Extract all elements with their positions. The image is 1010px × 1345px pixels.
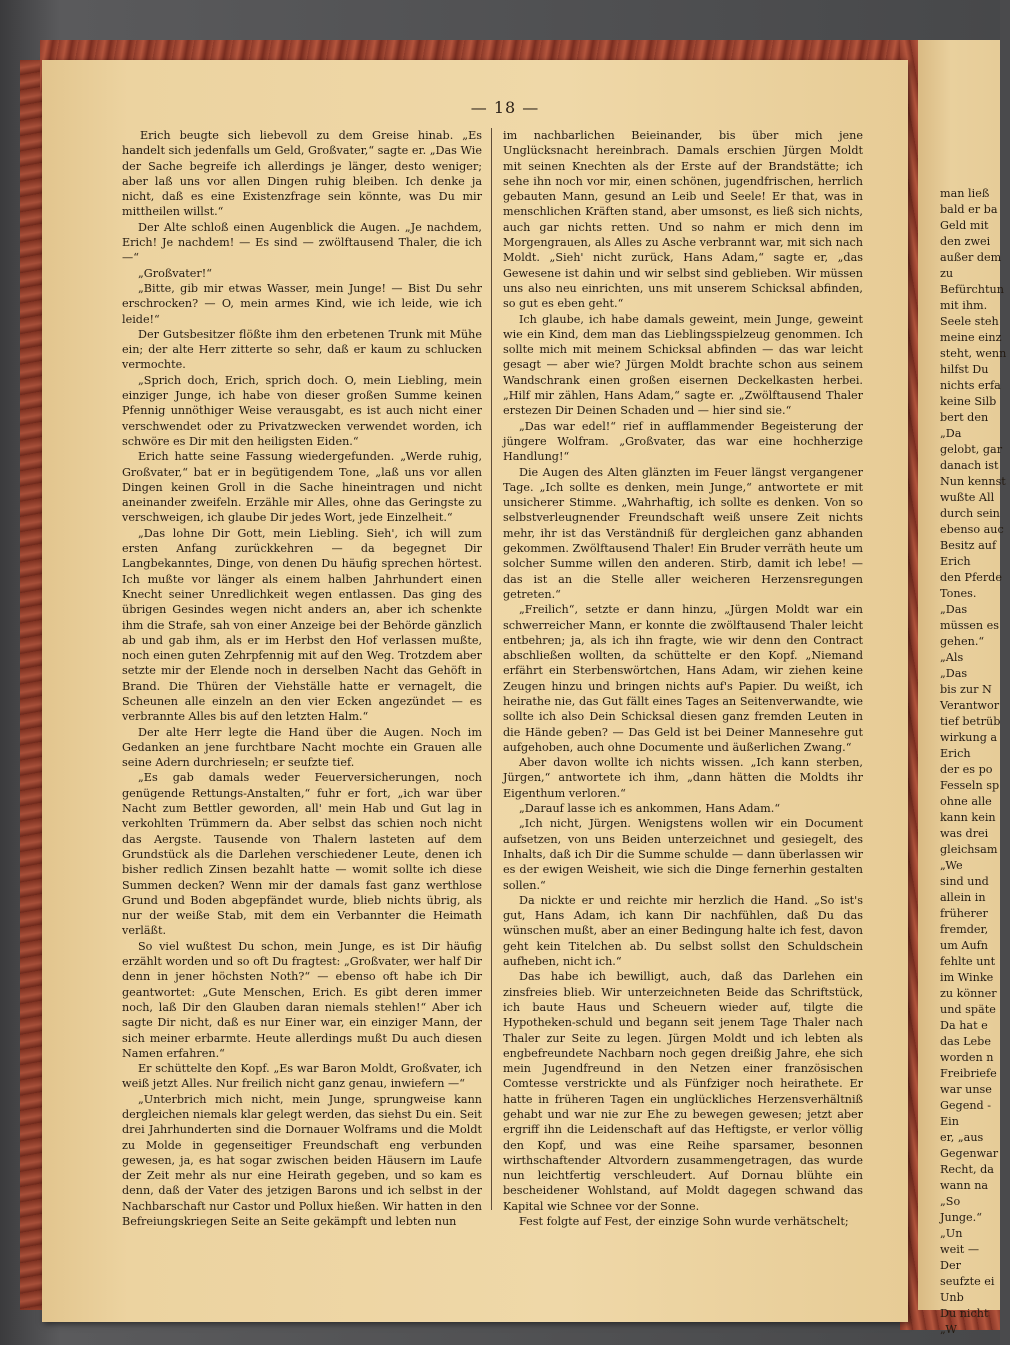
- paragraph: Da nickte er und reichte mir herzlich die Hand. „So ist's gut, Hans Adam, ich kann Dir nachfühlen, daß Du das wünschen mußt, aber an einer Bedingung halte ich fest, davon geht kein Titelchen ab. Du selbst sollst den Schuldschein aufheben, nicht ich.“: [503, 893, 863, 969]
- text-line-fragment: Recht, da: [940, 1163, 994, 1176]
- book-cover-edge-left: [20, 60, 44, 1310]
- text-line-fragment: wirkung a: [940, 731, 998, 744]
- text-line-fragment: hilfst Du: [940, 363, 989, 376]
- text-line-fragment: keine Silb: [940, 395, 997, 408]
- text-line-fragment: tief betrüb: [940, 715, 1001, 728]
- text-line-fragment: war unse: [940, 1083, 992, 1096]
- text-line-fragment: „Das: [940, 667, 968, 680]
- text-line-fragment: Besitz auf: [940, 539, 997, 552]
- paragraph: Der Alte schloß einen Augenblick die Augen. „Je nachdem, Erich! Je nachdem! — Es sind — zwölftausend Thaler, die ich —“: [122, 220, 482, 265]
- paragraph: „Unterbrich mich nicht, mein Junge, sprungweise kann dergleichen niemals klar gelegt werden, das siehst Du ein. Seit drei Jahrhunderten sind die Dornauer Wolframs und die Moldt zu Molde in gegenseitiger Freundschaft eng verbunden gewesen, ja, es hat sogar zwischen beiden Häusern im Laufe der Zeit mehr als nur eine Heirath gegeben, und so kam es denn, daß der Vater des jetzigen Barons und ich selbst in der Nachbarschaft nur Castor und Pollux hießen. Wir hatten in den Befreiungskriegen Seite an Seite gekämpft und lebten nun: [122, 1092, 482, 1229]
- text-line-fragment: steht, wenn: [940, 347, 1007, 360]
- text-line-fragment: um Aufn: [940, 939, 989, 952]
- text-line-fragment: bis zur N: [940, 683, 992, 696]
- paragraph: „Sprich doch, Erich, sprich doch. O, mein Liebling, mein einziger Junge, ich habe von dieser großen Summe keinen Pfennig unnöthiger Weise verausgabt, es ist auch nicht einer verschwendet oder zu Privatzwecken verwendet worden, ich schwöre es Dir mit den heiligsten Eiden.“: [122, 373, 482, 448]
- text-line-fragment: Seele steh: [940, 315, 999, 328]
- paragraph: Das habe ich bewilligt, auch, daß das Darlehen ein zinsfreies blieb. Wir unterzeichneten Beide das Schriftstück, ich baute Haus und Scheuern wieder auf, tilgte die Hypotheken-schuld und begann seit jenem Tage Thaler nach Thaler zur Seite zu legen. Jürgen Moldt und ich lebten als engbefreundete Nachbarn noch gegen dreißig Jahre, ehe sich mein Jugendfreund in den Netzen einer französischen Comtesse verstrickte und als Fünfziger noch heirathete. Er hatte in früheren Tagen ein unglückliches Herzensverhältniß gehabt und war nie zur Ehe zu bewegen gewesen; jetzt aber ergriff ihn die Leidenschaft auf das Heftigste, er verlor völlig den Kopf, und was eine Reihe sparsamer, besonnen wirthschaftender Altvordern zusammengetragen, das wurde nun leichtfertig verschleudert. Auf Dornau blühte ein bescheidener Wohlstand, auf Moldt dagegen schwand das Kapital wie Schnee vor der Sonne.: [503, 970, 863, 1213]
- text-line-fragment: nichts erfa: [940, 379, 1001, 392]
- text-line-fragment: „So: [940, 1195, 961, 1208]
- paragraph: „Freilich“, setzte er dann hinzu, „Jürgen Moldt war ein schwerreicher Mann, er konnte die zwölftausend Thaler leicht entbehren; ja, als ich ihn fragte, wie wir denn den Contract abschließen wollten, da schüttelte er den Kopf. „Niemand erfährt ein Sterbenswörtchen, Hans Adam, wir ziehen keine Zeugen hinzu und bringen nichts auf's Papier. Du weißt, ich heirathe nie, das Gut fällt eines Tages an Seitenverwandte, wie sollte ich also Dein Schicksal diesen ganz fremden Leuten in die Hände geben? — Das Geld ist bei Deiner Mannesehre gut aufgehoben, auch ohne Documente und äußerlichen Zwang.“: [503, 603, 863, 754]
- paragraph: Der alte Herr legte die Hand über die Augen. Noch im Gedanken an jene furchtbare Nacht mochte ein Grauen alle seine Adern durchrieseln; er seufzte tief.: [122, 725, 482, 770]
- text-line-fragment: und späte: [940, 1003, 996, 1016]
- text-line-fragment: Fesseln sp: [940, 779, 1000, 792]
- paragraph: Er schüttelte den Kopf. „Es war Baron Moldt, Großvater, ich weiß jetzt Alles. Nur freilich nicht ganz genau, inwiefern —“: [122, 1062, 482, 1091]
- text-line-fragment: ohne alle: [940, 795, 992, 808]
- text-line-fragment: bald er ba: [940, 203, 998, 216]
- text-line-fragment: danach ist: [940, 459, 999, 472]
- text-line-fragment: Du nicht: [940, 1307, 989, 1320]
- text-line-fragment: der es po: [940, 763, 993, 776]
- text-line-fragment: Ein: [940, 1115, 959, 1128]
- text-line-fragment: „Als: [940, 651, 964, 664]
- text-line-fragment: man ließ: [940, 187, 990, 200]
- text-line-fragment: ebenso auc: [940, 523, 1004, 536]
- text-line-fragment: Gegenwar: [940, 1147, 999, 1160]
- text-line-fragment: Erich: [940, 747, 971, 760]
- text-line-fragment: worden n: [940, 1051, 994, 1064]
- text-line-fragment: Erich: [940, 555, 971, 568]
- text-line-fragment: gleichsam: [940, 843, 998, 856]
- paragraph: „Darauf lasse ich es ankommen, Hans Adam.“: [519, 802, 781, 816]
- text-line-fragment: Befürchtun: [940, 283, 1004, 296]
- text-line-fragment: zu könner: [940, 987, 997, 1000]
- text-line-fragment: Junge.“: [940, 1211, 982, 1224]
- text-line-fragment: fehlte unt: [940, 955, 996, 968]
- text-line-fragment: „We: [940, 859, 963, 872]
- paragraph: „Ich nicht, Jürgen. Wenigstens wollen wir ein Document aufsetzen, von uns Beiden unterzeichnet und gesiegelt, des Inhalts, daß ich Dir die Summe schulde — dann überlassen wir es der ewigen Weisheit, wie sich die Dinge fernerhin gestalten sollen.“: [503, 817, 863, 892]
- paragraph: „Das lohne Dir Gott, mein Liebling. Sieh', ich will zum ersten Anfang zurückkehren — da begegnet Dir Langbekanntes, Dinge, von denen Du häufig sprechen hörtest. Ich mußte vor länger als einem halben Jahrhundert einen Knecht seiner Unredlichkeit wegen entlassen. Das ging des übrigen Gesindes wegen nicht anders an, aber ich schenkte ihm die Strafe, sah von einer Anzeige bei der Behörde gänzlich ab und gab ihm, als er im Herbst den Hof verlassen mußte, noch einen guten Zehrpfennig mit auf den Weg. Trotzdem aber setzte mir der Elende noch in derselben Nacht das Gehöft in Brand. Die Thüren der Viehställe hatte er vernagelt, die Scheunen alle einzeln an den vier Ecken angezündet — es verbrannte Alles bis auf den letzten Halm.“: [122, 526, 482, 724]
- text-line-fragment: seufzte ei: [940, 1275, 995, 1288]
- text-line-fragment: er, „aus: [940, 1131, 984, 1144]
- text-column-left: [122, 128, 482, 1229]
- text-line-fragment: Tones.: [940, 587, 977, 600]
- paragraph: Der Gutsbesitzer flößte ihm den erbetenen Trunk mit Mühe ein; der alte Herr zitterte so sehr, daß er kaum zu schlucken vermochte.: [122, 327, 482, 372]
- text-line-fragment: gehen.“: [940, 635, 985, 648]
- text-line-fragment: „W: [940, 1323, 957, 1336]
- text-line-fragment: außer dem: [940, 251, 1002, 264]
- text-line-fragment: Geld mit: [940, 219, 989, 232]
- text-line-fragment: Freibriefe: [940, 1067, 997, 1080]
- text-line-fragment: wann na: [940, 1179, 989, 1192]
- paragraph: Erich hatte seine Fassung wiedergefunden. „Werde ruhig, Großvater,“ bat er in begütigendem Tone, „laß uns vor allen Dingen keinen Groll in die Sache hineintragen und nicht aneinander zweifeln. Erzähle mir Alles, ohne das Geringste zu verschweigen, ich glaube Dir jedes Wort, jede Einzelheit.“: [122, 450, 482, 525]
- text-line-fragment: den Pferde: [940, 571, 1002, 584]
- text-line-fragment: mit ihm.: [940, 299, 988, 312]
- text-line-fragment: Unb: [940, 1291, 964, 1304]
- paragraph: „Großvater!“: [138, 266, 212, 280]
- text-line-fragment: Nun kennst: [940, 475, 1006, 488]
- text-line-fragment: den zwei: [940, 235, 991, 248]
- paragraph: Erich beugte sich liebevoll zu dem Greise hinab. „Es handelt sich jedenfalls um Geld, Großvater,“ sagte er. „Das Wie der Sache begreife ich allerdings je länger, desto weniger; aber laß uns vor allen Dingen ruhig bleiben. Ich denke ja nicht, daß es eine Existenzfrage sein könnte, was Du mir mittheilen willst.“: [122, 129, 482, 219]
- text-line-fragment: zu: [940, 267, 954, 280]
- text-line-fragment: sind und: [940, 875, 989, 888]
- text-line-fragment: fremder,: [940, 923, 989, 936]
- text-line-fragment: weit —: [940, 1243, 980, 1256]
- paragraph: Aber davon wollte ich nichts wissen. „Ich kann sterben, Jürgen,“ antwortete ich ihm, „dann hätten die Moldts ihr Eigenthum verloren.“: [503, 756, 863, 800]
- text-line-fragment: das Lebe: [940, 1035, 991, 1048]
- adjacent-page: [918, 40, 1007, 1336]
- paragraph: „Das war edel!“ rief in aufflammender Begeisterung der jüngere Wolfram. „Großvater, das war eine hochherzige Handlung!“: [503, 419, 863, 464]
- text-line-fragment: gelobt, gar: [940, 443, 1003, 456]
- paragraph: „Es gab damals weder Feuerversicherungen, noch genügende Rettungs-Anstalten,“ fuhr er fort, „ich war über Nacht zum Bettler geworden, all' mein Hab und Gut lag in verkohlten Trümmern da. Aber selbst das schien noch nicht das Aergste. Tausende von Thalern lasteten auf dem Grundstück als die Darlehen verschiedener Leute, denen ich bisher redlich Zinsen bezahlt hatte — womit sollte ich diese Summen decken? Wenn mir der damals fast ganz werthlose Grund und Boden abgepfändet wurde, blieb nichts übrig, als nur der weiße Stab, mit dem ein Verbannter die Heimath verläßt.: [122, 771, 482, 938]
- text-column-right: [503, 128, 864, 1229]
- text-line-fragment: wußte All: [940, 491, 995, 504]
- text-line-fragment: allein in: [940, 891, 986, 904]
- paragraph: „Bitte, gib mir etwas Wasser, mein Junge! — Bist Du sehr erschrocken? — O, mein armes Kind, wie ich leide, wie ich leide!“: [122, 281, 482, 326]
- text-line-fragment: Verantwor: [940, 699, 1000, 712]
- paragraph: im nachbarlichen Beieinander, bis über mich jene Unglücksnacht hereinbrach. Damals erschien Jürgen Moldt mit seinen Knechten als der Erste auf der Brandstätte; ich sehe ihn noch vor mir, einen schönen, jugendfrischen, herrlich gebauten Mann, gesund an Leib und Seele! Er that, was in menschlichen Kräften stand, aber umsonst, es ließ sich nichts, auch gar nichts retten. Und so nahm er mich denn im Morgengrauen, als Alles zu Asche verbrannt war, mit sich nach Moldt. „Sieh' nicht zurück, Hans Adam,“ sagte er, „das Gewesene ist dahin und wir selbst sind geblieben. Wir müssen uns also neu einrichten, uns mit unserem Schicksal abfinden, so gut es eben geht.“: [503, 129, 864, 311]
- page-number: — 18 —: [470, 98, 540, 117]
- paragraph: Ich glaube, ich habe damals geweint, mein Junge, geweint wie ein Kind, dem man das Lieblingsspielzeug genommen. Ich sollte mich mit meinem Schicksal abfinden — das war leicht gesagt — aber wie? Jürgen Moldt brachte schon aus seinem Wandschrank einen großen eisernen Deckelkasten herbei. „Hilf mir zählen, Hans Adam,“ sagte er. „Zwölftausend Thaler erstezen Dir Deinen Schaden und — hier sind sie.“: [503, 312, 863, 418]
- text-line-fragment: was drei: [940, 827, 989, 840]
- paragraph: Die Augen des Alten glänzten im Feuer längst vergangener Tage. „Ich sollte es denken, mein Junge,“ antwortete er mit unsicherer Stimme. „Wahrhaftig, ich sollte es denken. Von so selbstverleugnender Freundschaft weiß unsere Zeit nichts mehr, ihr ist das Verständniß für dergleichen ganz abhanden gekommen. Zwölftausend Thaler! Ein Bruder verräth heute um solcher Summe willen den anderen. Stirb, damit ich lebe! — das ist an die Stelle aller weicheren Herzensregungen getreten.“: [503, 465, 863, 601]
- paragraph: Fest folgte auf Fest, der einzige Sohn wurde verhätschelt;: [519, 1215, 849, 1229]
- text-line-fragment: durch sein: [940, 507, 1000, 520]
- text-line-fragment: früherer: [940, 907, 988, 920]
- text-line-fragment: Gegend -: [940, 1099, 992, 1112]
- text-line-fragment: „Un: [940, 1227, 963, 1240]
- text-line-fragment: meine einz: [940, 331, 1002, 344]
- text-line-fragment: im Winke: [940, 971, 994, 984]
- text-line-fragment: „Das: [940, 603, 968, 616]
- column-divider: [491, 128, 492, 1210]
- text-line-fragment: Der: [940, 1259, 961, 1272]
- text-line-fragment: müssen es: [940, 619, 1000, 632]
- adjacent-page-text: [940, 186, 1010, 1338]
- text-line-fragment: bert den: [940, 411, 989, 424]
- text-line-fragment: Da hat e: [940, 1019, 988, 1032]
- text-line-fragment: „Da: [940, 427, 962, 440]
- text-line-fragment: kann kein: [940, 811, 996, 824]
- paragraph: So viel wußtest Du schon, mein Junge, es ist Dir häufig erzählt worden und so oft Du fragtest: „Großvater, wer half Dir denn in jener höchsten Noth?“ — ebenso oft habe ich Dir geantwortet: „Gute Menschen, Erich. Es gibt deren immer noch, laß Dir den Glauben daran niemals stehlen!“ Aber ich sagte Dir nicht, daß es nur Einer war, ein einziger Mann, der sich meiner erbarmte. Heute allerdings mußt Du auch diesen Namen erfahren.“: [122, 939, 482, 1060]
